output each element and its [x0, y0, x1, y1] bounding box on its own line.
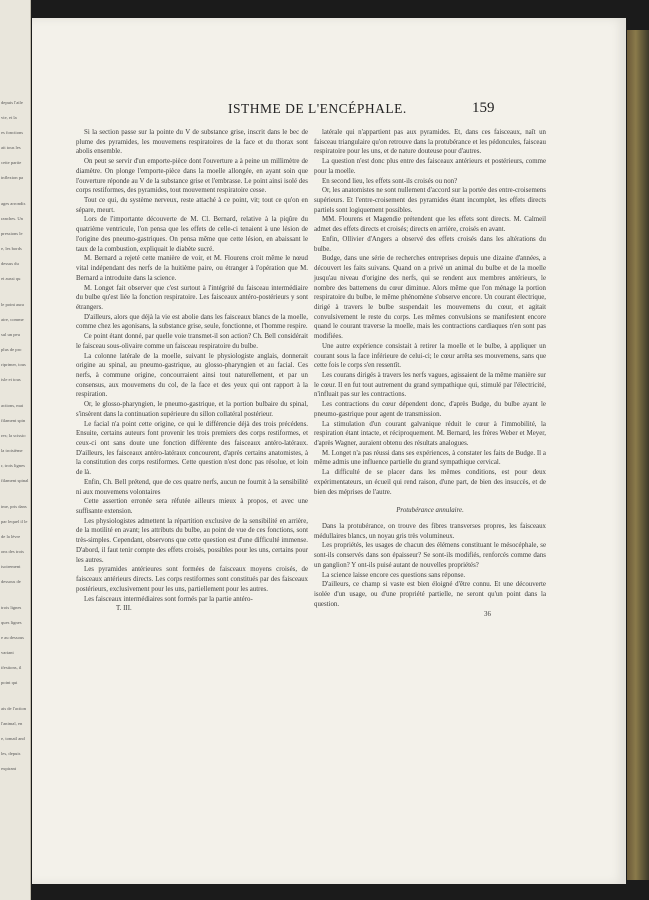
left-page-text-fragment: ait tous les	[1, 145, 21, 150]
paragraph: La stimulation d'un courant galvanique réduit le cœur à l'immobilité, la respiration étant intacte, et réciproquement. M. Bernard, les frères Weber et Meyer, d'après Wagner, auraient obtenu des résultats analogues.	[314, 420, 546, 447]
left-page-text-fragment: ons des trois	[1, 549, 24, 554]
paragraph: Enfin, Ch. Bell prétend, que de ces quatre nerfs, aucun ne fournit à la sensibilité ni aux mouvemens volontaires	[76, 478, 308, 496]
left-page-text-fragment: ranches. Un	[1, 216, 23, 221]
left-page-text-fragment: la troisième	[1, 448, 23, 453]
left-page-text-fragment: res; la scissio	[1, 433, 26, 438]
right-text-column	[314, 128, 546, 619]
left-page-text-fragment: dessus du	[1, 261, 19, 266]
paragraph: Dans la protubérance, on trouve des fibres transverses propres, les faisceaux médullaires blancs, un noyau gris très volumineux.	[314, 523, 546, 540]
paragraph: Une autre expérience consistait à retirer la moelle et le bulbe, à appliquer un courant sous la face inférieure de celui-ci; le cœur arrêta ses mouvemens, sans que cette fois le corps s'en ressentît.	[314, 342, 546, 370]
paragraph: M. Bernard a rejeté cette manière de voir, et M. Flourens croit même le nœud vital indépendant des nerfs de la huitième paire, ou étranger à l'opération que M. Bernard a introduite dans la science.	[76, 255, 308, 282]
left-page-text-fragment: e, tomatl and	[1, 736, 25, 741]
paragraph: M. Longet n'a pas réussi dans ses expériences, à constater les faits de Budge. Il a même admis une influence partielle du grand sympathique cervical.	[314, 449, 546, 467]
left-page-text-fragment: riprimer, tous	[1, 362, 26, 367]
paragraph: Les faisceaux intermédiaires sont formés par la partie antéro-	[84, 595, 253, 603]
left-page-text-fragment: dessous de	[1, 579, 21, 584]
paragraph: La science laisse encore ces questions sans réponse.	[322, 571, 466, 579]
left-page-text-fragment: et aussi qu	[1, 276, 21, 281]
left-page-text-fragment: filament spin	[1, 418, 26, 423]
paragraph: Or, le glosso-pharyngien, le pneumo-gastrique, et la portion bulbaire du spinal, s'insèrent dans la continuation supérieure du sillon collatéral postérieur.	[76, 401, 308, 418]
paragraph: M. Longet fait observer que c'est surtout à l'intégrité du faisceau intermédiaire du bulbe qu'est liée la fonction respiratoire. Les faisceaux antéro-postérieurs y sont étrangers.	[76, 284, 308, 311]
paragraph: Les pyramides antérieures sont formées de faisceaux moyens croisés, de faisceaux antérieurs directs. Les corps restiformes sont constitués par des faisceaux postérieurs, exclusivement pour les uns, partiellement pour les autres.	[76, 566, 308, 593]
sheet-signature: 36	[484, 610, 491, 618]
paragraph: Si la section passe sur la pointe du V de substance grise, inscrit dans le bec de plume des pyramides, les mouvemens respiratoires de la face et du thorax sont abolis ensemble.	[76, 129, 308, 156]
paragraph: Les propriétés, les usages de chacun des élémens constituant le mésocéphale, se sont-ils conservés dans son épaisseur? Se sont-ils modifiés, renforcés comme dans un ganglion? Y ont-ils puisé autant de nouvelles propriétés?	[314, 542, 546, 569]
paragraph: Lors de l'importante découverte de M. Cl. Bernard, relative à la piqûre du quatrième ventricule, l'on pensa que les effets de celle-ci tenaient à une lésion de l'origine des pneumo-gastriques. On pensa même que cette lésion, en abaissant le taux de la combustion, expliquait le diabète sucré.	[76, 216, 308, 253]
paragraph: Or, les anatomistes ne sont nullement d'accord sur la portée des entre-croisemens supérieurs. Et l'entre-croisement des pyramides étant incomplet, les effets directs partiels sont logiquement possibles.	[314, 187, 546, 214]
volume-signature: T. III.	[116, 605, 132, 613]
paragraph: La question n'est donc plus entre des faisceaux antérieurs et postérieurs, comme pour la moelle.	[314, 158, 546, 175]
left-page-text-fragment: actions, mai	[1, 403, 24, 408]
left-page-text-fragment: e au dessous	[1, 635, 24, 640]
left-page-text-fragment: vie, et la	[1, 115, 17, 120]
paragraph: D'ailleurs, ce champ si vaste est bien éloigné d'être connu. Et une découverte isolée d'un usage, ou d'une propriété partielle, ne seront qu'un point dans la question.	[314, 581, 546, 608]
left-page-text-fragment: depuis l'aile	[1, 100, 23, 105]
paragraph: Enfin, Ollivier d'Angers a observé des effets croisés dans les altérations du bulbe.	[314, 235, 546, 253]
left-page-text-fragment: ages arrondis	[1, 201, 26, 206]
paragraph: D'ailleurs, alors que déjà la vie est abolie dans les faisceaux blancs de la moelle, comme chez les agonisans, la substance grise, seule, fonctionne, et l'homme respire.	[76, 313, 308, 331]
left-page-text-fragment: ais de l'action	[1, 706, 27, 711]
section-heading: Protubérance annulaire.	[396, 507, 464, 515]
paragraph: Le facial n'a point cette origine, ce qui le différencie déjà des trois précédens. Ensuite, certains auteurs font provenir les trois premiers des corps restiformes, et ceux-ci ont sans doute une fonction différente des faisceaux antéro-latéraux. D'ailleurs, les faisceaux antéro-latéraux concourent, d'après certains anatomistes, à la constitution des corps restiformes. Cette question n'est donc pas résolue, et loin de là.	[76, 420, 308, 477]
paragraph: Les physiologistes admettent la répartition exclusive de la sensibilité en arrière, de la motilité en avant; les attributs du bulbe, au point de vue de ces fonctions, sont très-simples. Cependant, observons que cette question est d'une difficulté immense. D'abord, il faut tenir compte des effets croisés, possibles pour les uns, certains pour les autres.	[76, 517, 308, 564]
left-page-text-fragment: cette partie	[1, 160, 22, 165]
left-page-text-fragment: ifestions, il	[1, 665, 22, 670]
left-page-text-fragment: aire, comme	[1, 317, 24, 322]
left-page-text-fragment: pressions le	[1, 231, 23, 236]
left-page-text-fragment: ime, pris dans	[1, 504, 27, 509]
paragraph: La difficulté de se placer dans les mêmes conditions, est pour deux expérimentateurs, un écueil qui rend raison, d'une part, de bien des insuccès, et de bien des méprises de l'autre.	[314, 469, 546, 496]
left-page-text-fragment: r, trois lignes	[1, 463, 25, 468]
paragraph: Les contractions du cœur dépendent donc, d'après Budge, du bulbe ayant le pneumo-gastrique pour agent de transmission.	[314, 401, 546, 418]
left-page-text-fragment: plus de pro	[1, 347, 22, 352]
left-page-text-fragment: trois lignes	[1, 605, 22, 610]
book-binding-edge	[627, 30, 649, 880]
left-page-text-fragment: isoirement	[1, 564, 21, 569]
adjacent-left-page	[0, 0, 31, 900]
left-page-text-fragment: ques lignes	[1, 620, 22, 625]
paragraph: Budge, dans une série de recherches entreprises depuis une dizaine d'années, a découvert les faits suivans. Quand on a privé un animal du bulbe et de la moelle jusqu'au niveau d'origine des nerfs, qui se rendent aux membres antérieurs, le nombre des battemens du cœur diminue. Alors même que l'on ménage la portion respiratoire du bulbe, le même phénomène s'observe encore. Un courant électrique, dirigé à travers le bulbe suspendait les mouvemens du cœur, et agitait convulsivement le reste du corps. Les mêmes convulsions se manifestent encore quand le courant traverse la moelle, mais les contractions cardiaques n'en sont pas modifiées.	[314, 255, 546, 341]
left-page-text-fragment: sul un peu	[1, 332, 20, 337]
left-page-text-fragment: es fonctions	[1, 130, 24, 135]
left-page-text-fragment: le point aura	[1, 302, 24, 307]
paragraph: Tout ce qui, du système nerveux, reste attaché à ce point, vit; tout ce qu'on en sépare, meurt.	[76, 197, 308, 214]
book-page	[32, 18, 626, 884]
left-page-text-fragment: de la lèvre	[1, 534, 21, 539]
paragraph: La colonne latérale de la moelle, suivant le physiologiste anglais, donnerait origine au spinal, au pneumo-gastrique, au glosso-pharyngien et au facial. Ces nerfs, à commune origine, concourraient ainsi tout naturellement, et par un consensus, aux mouvemens du col, de la face et des yeux qui ont rapport à la respiration.	[76, 352, 308, 399]
paragraph: Ce point étant donné, par quelle voie transmet-il son action? Ch. Bell considérait le faisceau sous-olivaire comme un faisceau respiratoire du bulbe.	[76, 333, 308, 350]
left-page-text-fragment: inflexion pa	[1, 175, 24, 180]
left-page-text-fragment: isle et tous	[1, 377, 21, 382]
left-page-text-fragment: point qui	[1, 680, 18, 685]
paragraph: Cette assertion erronée sera réfutée ailleurs mieux à propos, et avec une suffisante extension.	[76, 498, 308, 516]
running-header	[32, 101, 626, 119]
left-page-text-fragment: les, depuis	[1, 751, 21, 756]
left-page-text-fragment: par lequel il le	[1, 519, 28, 524]
left-page-text-fragment: expirant	[1, 766, 17, 771]
paragraph: MM. Flourens et Magendie prétendent que les effets sont directs. M. Calmeil admet des effets directs et croisés; directs en arrière, croisés en avant.	[314, 216, 546, 234]
left-page-text-fragment: filament spinal	[1, 478, 29, 483]
left-page-text-fragment: variant	[1, 650, 14, 655]
page-number: 159	[472, 100, 495, 116]
paragraph: On peut se servir d'un emporte-pièce dont l'ouverture a à peine un millimètre de diamètre. On plonge l'emporte-pièce dans la moelle allongée, en ayant soin que l'ouverture réponde au V de la substance grise et l'embrasse. Le point ainsi isolé des corps restiformes, des pyramides, tout mouvement respiratoire cesse.	[76, 158, 308, 195]
paragraph: latérale qui n'appartient pas aux pyramides. Et, dans ces faisceaux, naît un faisceau triangulaire qu'on retrouve dans la protubérance et les pédoncules, faisceau respiratoire pour les uns, et de nature douteuse pour d'autres.	[314, 129, 546, 156]
paragraph: Les courans dirigés à travers les nerfs vagues, agissaient de la même manière sur le cœur. Il en fut tout autrement du grand sympathique qui, stimulé par l'électricité, n'influait pas sur les contractions.	[314, 371, 546, 399]
running-title: ISTHME DE L'ENCÉPHALE.	[228, 101, 407, 116]
left-text-column	[76, 128, 308, 614]
left-page-text-fragment: e, les bords	[1, 246, 22, 251]
paragraph: En second lieu, les effets sont-ils croisés ou non?	[322, 177, 458, 185]
left-page-text-fragment: l'animal, en	[1, 721, 23, 726]
